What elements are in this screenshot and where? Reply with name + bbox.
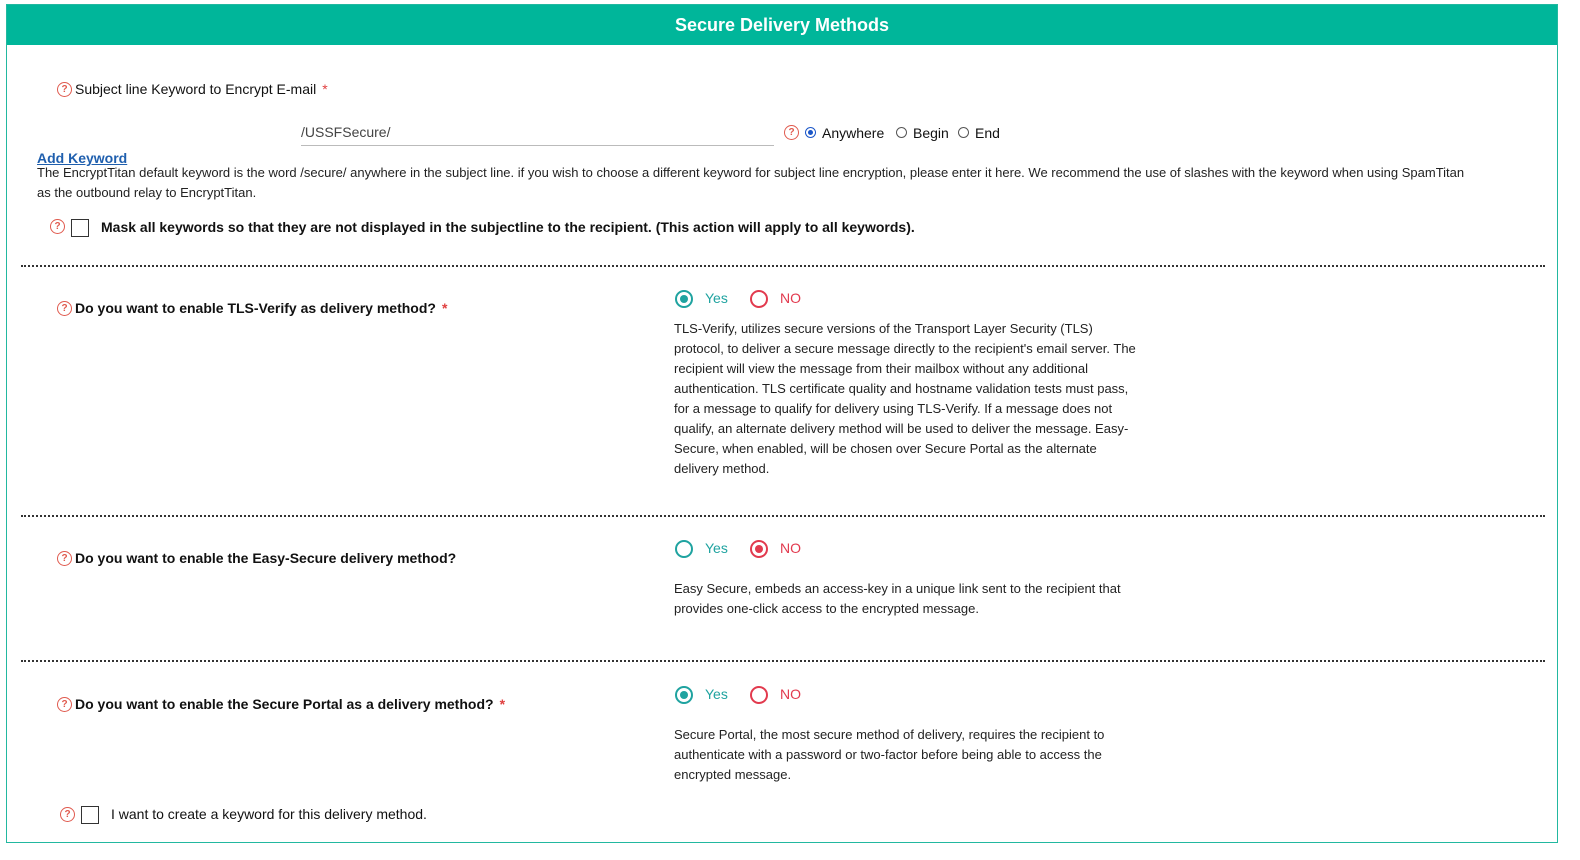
tls-yes-label: Yes <box>705 290 728 306</box>
radio-end[interactable] <box>958 127 969 138</box>
tls-no-radio[interactable] <box>750 290 768 308</box>
portal-question-text: Do you want to enable the Secure Portal as a delivery method? <box>75 696 494 712</box>
portal-no-radio[interactable] <box>750 686 768 704</box>
mask-keywords-label: Mask all keywords so that they are not displayed in the subjectline to the recipient. (This action will apply to all keywords). <box>101 219 915 235</box>
secure-delivery-panel <box>6 4 1558 843</box>
easy-no-label: NO <box>780 540 801 556</box>
portal-keyword-checkbox[interactable] <box>81 806 99 824</box>
required-mark: * <box>441 300 448 316</box>
portal-no-label: NO <box>780 686 801 702</box>
section-divider <box>21 265 1545 267</box>
easy-no-radio[interactable] <box>750 540 768 558</box>
radio-anywhere-label: Anywhere <box>822 125 885 141</box>
easy-yes-radio[interactable] <box>675 540 693 558</box>
tls-description: TLS-Verify, utilizes secure versions of the Transport Layer Security (TLS) protocol, to deliver a secure message directly to the recipient's email server. The recipient will view the message from their mailbox without any additional authentication. TLS certificate quality and hostname validation tests must pass, for a message to qualify for delivery using TLS-Verify. If a message does not qualify, an alternate delivery method will be used to deliver the message. Easy-Secure, when enabled, will be chosen over Secure Portal as the alternate delivery method. <box>674 321 1136 476</box>
radio-begin[interactable] <box>896 127 907 138</box>
keyword-description: The EncryptTitan default keyword is the word /secure/ anywhere in the subject line. if you wish to choose a different keyword for subject line encryption, please enter it here. We recommend the use of slashes with the keyword when using SpamTitan as the outbound relay to EncryptTitan. <box>37 165 1465 200</box>
radio-end-label: End <box>975 125 1000 141</box>
radio-begin-label: Begin <box>913 125 949 141</box>
portal-keyword-label: I want to create a keyword for this delivery method. <box>111 806 427 822</box>
add-keyword-link[interactable]: Add Keyword <box>37 150 128 166</box>
keyword-label-text: Subject line Keyword to Encrypt E-mail <box>75 81 317 97</box>
section-divider <box>21 660 1545 662</box>
tls-yes-radio[interactable] <box>675 290 693 308</box>
help-icon[interactable]: ? <box>57 697 72 712</box>
portal-description: Secure Portal, the most secure method of delivery, requires the recipient to authenticate with a password or two-factor before being able to access the encrypted message. <box>674 727 1105 782</box>
help-icon[interactable]: ? <box>50 219 65 234</box>
section-divider <box>21 515 1545 517</box>
portal-yes-radio[interactable] <box>675 686 693 704</box>
help-icon[interactable]: ? <box>60 807 75 822</box>
mask-keywords-checkbox[interactable] <box>71 219 89 237</box>
tls-question <box>75 300 447 316</box>
tls-question-text: Do you want to enable TLS-Verify as delivery method? <box>75 300 436 316</box>
easy-description: Easy Secure, embeds an access-key in a unique link sent to the recipient that provides one-click access to the encrypted message. <box>674 581 1121 616</box>
portal-question <box>75 696 505 712</box>
required-mark: * <box>499 696 506 712</box>
keyword-input[interactable] <box>301 119 774 146</box>
portal-yes-label: Yes <box>705 686 728 702</box>
easy-question: Do you want to enable the Easy-Secure delivery method? <box>75 550 457 566</box>
help-icon[interactable]: ? <box>57 551 72 566</box>
help-icon[interactable]: ? <box>57 301 72 316</box>
help-icon[interactable]: ? <box>57 82 72 97</box>
help-icon[interactable]: ? <box>784 125 799 140</box>
panel-title: Secure Delivery Methods <box>7 5 1557 45</box>
tls-no-label: NO <box>780 290 801 306</box>
required-mark: * <box>322 81 328 97</box>
easy-yes-label: Yes <box>705 540 728 556</box>
keyword-label <box>75 81 328 97</box>
radio-anywhere[interactable] <box>805 127 816 138</box>
